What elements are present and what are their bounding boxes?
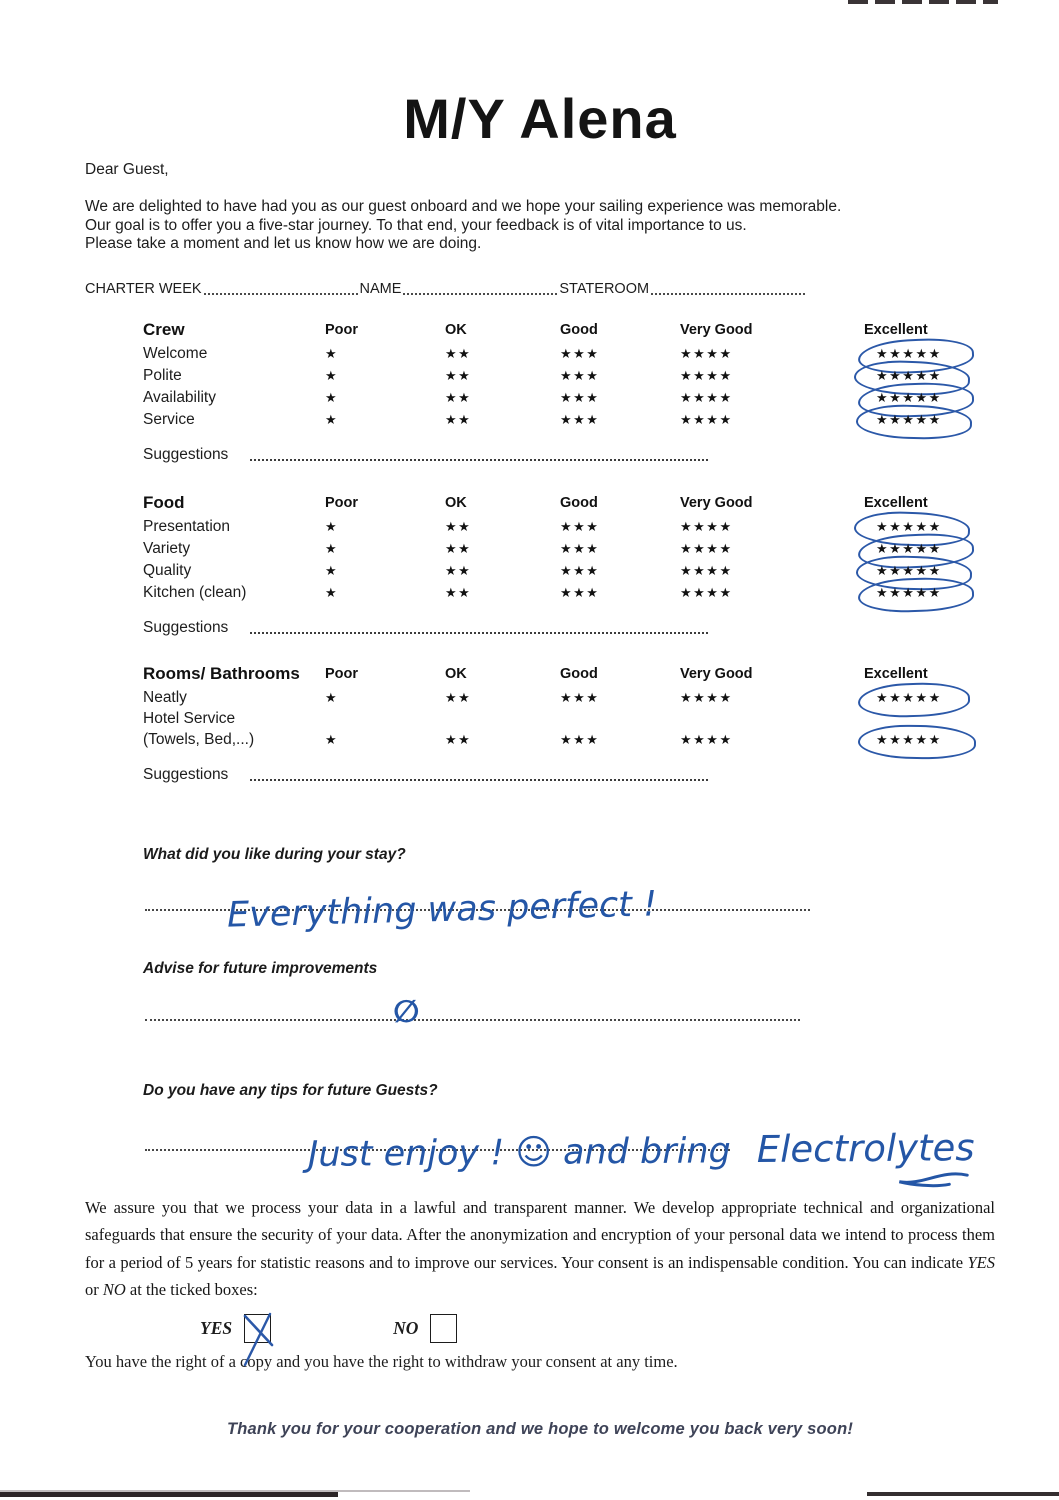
- question-advise-improvements: Advise for future improvements ∅: [143, 960, 995, 1030]
- intro-line: We are delighted to have had you as our guest onboard and we hope your sailing experience was memorable.: [85, 198, 842, 215]
- stars-4: ★★★★: [680, 518, 733, 534]
- suggestions-line-rooms: Suggestions: [143, 766, 708, 784]
- underline-squiggle-icon: [893, 1171, 969, 1192]
- rating-section-rooms-bathrooms: [143, 661, 995, 784]
- stars-3: ★★★: [560, 540, 600, 556]
- rating-section-crew: [143, 317, 995, 464]
- stars-2: ★★: [445, 584, 472, 600]
- stars-4: ★★★★: [680, 411, 733, 427]
- stars-1: ★: [325, 540, 339, 556]
- stars-2: ★★: [445, 562, 472, 578]
- question-tips-future-guests: Do you have any tips for future Guests? Just enjoy ! ☺ and bring Electrolytes: [143, 1082, 995, 1160]
- column-header-very-good: Very Good: [680, 494, 753, 511]
- suggestions-blank-line: [250, 632, 708, 634]
- suggestions-blank-line: [250, 459, 708, 461]
- rating-row-neatly: Neatly ★ ★★ ★★★ ★★★★ ★★★★★: [143, 687, 995, 709]
- handwritten-answer: Everything was perfect !: [226, 883, 658, 936]
- stars-3: ★★★: [560, 389, 600, 405]
- rating-row-presentation: Presentation ★ ★★ ★★★ ★★★★ ★★★★★: [143, 516, 995, 538]
- column-header-poor: Poor: [325, 321, 359, 338]
- stars-3: ★★★: [560, 411, 600, 427]
- stars-4: ★★★★: [680, 540, 733, 556]
- scan-artifact-bottom-right: [867, 1492, 1059, 1496]
- stars-4: ★★★★: [680, 367, 733, 383]
- column-header-excellent: Excellent: [864, 494, 928, 511]
- suggestions-line-food: Suggestions: [143, 619, 708, 637]
- column-header-poor: Poor: [325, 494, 359, 511]
- column-header-good: Good: [560, 321, 598, 338]
- stars-3: ★★★: [560, 689, 600, 705]
- stars-5: ★★★★★: [876, 345, 942, 361]
- rating-row-quality: Quality ★ ★★ ★★★ ★★★★ ★★★★★: [143, 560, 995, 582]
- column-header-ok: OK: [445, 494, 467, 511]
- stars-2: ★★: [445, 731, 472, 747]
- stars-1: ★: [325, 518, 339, 534]
- charter-week-label: CHARTER WEEK: [85, 280, 202, 297]
- section-title-crew: Crew: [143, 319, 185, 339]
- handwritten-answer: Just enjoy ! ☺ and bring Electrolytes: [308, 1126, 975, 1175]
- stateroom-label: STATEROOM: [559, 280, 650, 297]
- yes-word: YES: [967, 1252, 995, 1272]
- stars-2: ★★: [445, 518, 472, 534]
- stars-1: ★: [325, 689, 339, 705]
- stars-5: ★★★★★: [876, 518, 942, 534]
- intro-line: Please take a moment and let us know how we are doing.: [85, 235, 482, 252]
- stars-3: ★★★: [560, 518, 600, 534]
- column-header-excellent: Excellent: [864, 321, 928, 338]
- stars-3: ★★★: [560, 367, 600, 383]
- scan-artifact-bottom-left: [0, 1492, 338, 1497]
- column-header-excellent: Excellent: [864, 665, 928, 682]
- stars-5: ★★★★★: [876, 689, 942, 705]
- no-checkbox: [430, 1314, 457, 1343]
- stars-5: ★★★★★: [876, 562, 942, 578]
- stars-4: ★★★★: [680, 562, 733, 578]
- rating-row-polite: Polite ★ ★★ ★★★ ★★★★ ★★★★★: [143, 365, 995, 387]
- scan-artifact-top-edge: [848, 0, 998, 4]
- rating-row-kitchen-clean: Kitchen (clean) ★ ★★ ★★★ ★★★★ ★★★★★: [143, 582, 995, 604]
- column-header-poor: Poor: [325, 665, 359, 682]
- stars-1: ★: [325, 389, 339, 405]
- rating-tables: [143, 317, 995, 784]
- stars-3: ★★★: [560, 731, 600, 747]
- privacy-footer: You have the right of a copy and you have the right to withdraw your consent at any time.: [85, 1351, 678, 1371]
- stars-5: ★★★★★: [876, 367, 942, 383]
- column-header-ok: OK: [445, 321, 467, 338]
- stars-5: ★★★★★: [876, 584, 942, 600]
- stars-3: ★★★: [560, 584, 600, 600]
- stars-1: ★: [325, 411, 339, 427]
- stars-5: ★★★★★: [876, 731, 942, 747]
- stateroom-blank-line: [651, 293, 805, 295]
- column-header-good: Good: [560, 494, 598, 511]
- rating-row-service: Service ★ ★★ ★★★ ★★★★ ★★★★★: [143, 409, 995, 431]
- intro-paragraph: [85, 198, 995, 254]
- stars-1: ★: [325, 345, 339, 361]
- column-header-ok: OK: [445, 665, 467, 682]
- yes-checkbox: [244, 1314, 271, 1343]
- stars-2: ★★: [445, 389, 472, 405]
- stars-2: ★★: [445, 540, 472, 556]
- rating-row-availability: Availability ★ ★★ ★★★ ★★★★ ★★★★★: [143, 387, 995, 409]
- section-title-food: Food: [143, 492, 185, 512]
- stars-1: ★: [325, 584, 339, 600]
- section-title-rooms: Rooms/ Bathrooms: [143, 663, 300, 683]
- stars-2: ★★: [445, 411, 472, 427]
- rating-row-welcome: Welcome ★ ★★ ★★★ ★★★★ ★★★★★: [143, 343, 995, 365]
- stars-5: ★★★★★: [876, 389, 942, 405]
- stars-4: ★★★★: [680, 689, 733, 705]
- stars-4: ★★★★: [680, 345, 733, 361]
- yes-checkbox-label: YES: [200, 1318, 233, 1338]
- column-header-very-good: Very Good: [680, 665, 753, 682]
- handwritten-empty-set-symbol: ∅: [393, 993, 420, 1030]
- rating-row-variety: Variety ★ ★★ ★★★ ★★★★ ★★★★★: [143, 538, 995, 560]
- question-what-did-you-like: What did you like during your stay? Everything was perfect !: [143, 846, 995, 920]
- stars-1: ★: [325, 562, 339, 578]
- stars-1: ★: [325, 367, 339, 383]
- answer-blank-line: [145, 1019, 800, 1021]
- stars-4: ★★★★: [680, 731, 733, 747]
- closing-line: Thank you for your cooperation and we hope to welcome you back very soon!: [226, 1419, 854, 1438]
- stars-2: ★★: [445, 345, 472, 361]
- privacy-paragraph: We assure you that we process your data in a lawful and transparent manner. We develop appropriate technical and organizational safeguards that ensure the security of your data. After the anonymization and encryption of your personal data we intend to process them for a period of 5 years for statistic reasons and to improve our services. Your consent is an indispensable condition. You can indicate YES or NO at the ticked boxes:: [85, 1197, 995, 1299]
- charter-week-blank-line: [204, 293, 358, 295]
- rating-row-towels-bed: (Towels, Bed,...) ★ ★★ ★★★ ★★★★ ★★★★★: [143, 729, 995, 751]
- pen-x-mark-icon: [241, 1311, 277, 1369]
- consent-checkboxes-row: [200, 1312, 995, 1346]
- column-header-good: Good: [560, 665, 598, 682]
- stars-1: ★: [325, 731, 339, 747]
- stars-2: ★★: [445, 689, 472, 705]
- rating-row-hotel-service: Hotel Service: [143, 709, 236, 727]
- header-fields-row: [85, 281, 807, 297]
- intro-line: Our goal is to offer you a five-star journey. To that end, your feedback is of vital importance to us.: [85, 216, 747, 234]
- no-checkbox-label: NO: [393, 1318, 419, 1338]
- suggestions-line-crew: Suggestions: [143, 446, 708, 464]
- stars-5: ★★★★★: [876, 411, 942, 427]
- no-word: NO: [102, 1280, 126, 1299]
- suggestions-blank-line: [250, 779, 708, 781]
- page-title: M/Y Alena: [403, 87, 677, 150]
- stars-3: ★★★: [560, 345, 600, 361]
- rating-section-food: [143, 490, 995, 637]
- stars-4: ★★★★: [680, 389, 733, 405]
- name-label: NAME: [359, 280, 402, 297]
- column-header-very-good: Very Good: [680, 321, 753, 338]
- name-blank-line: [403, 293, 557, 295]
- handwritten-emphasis-word: Electrolytes: [757, 1126, 975, 1171]
- stars-3: ★★★: [560, 562, 600, 578]
- stars-5: ★★★★★: [876, 540, 942, 556]
- stars-2: ★★: [445, 367, 472, 383]
- stars-4: ★★★★: [680, 584, 733, 600]
- greeting: Dear Guest,: [85, 161, 169, 178]
